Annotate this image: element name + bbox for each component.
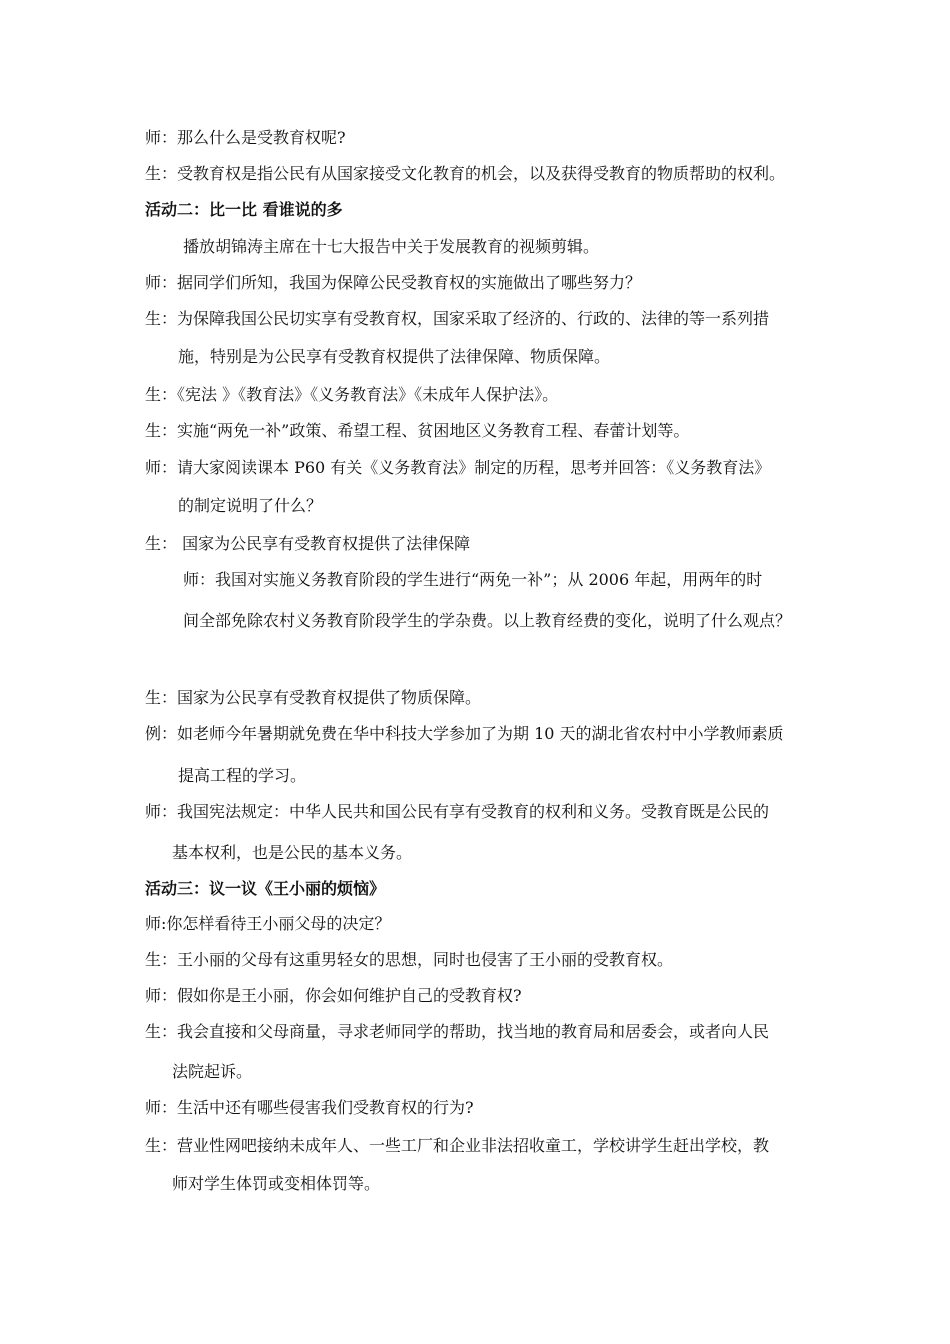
text-line: 师：请大家阅读课本 P60 有关《义务教育法》制定的历程，思考并回答：《义务教育法》 bbox=[145, 458, 771, 477]
text-line: 师：生活中还有哪些侵害我们受教育权的行为? bbox=[145, 1098, 474, 1117]
text-line: 生：国家为公民享有受教育权提供了物质保障。 bbox=[145, 688, 482, 707]
text-line: 基本权利，也是公民的基本义务。 bbox=[172, 843, 413, 862]
text-line: 生： 国家为公民享有受教育权提供了法律保障 bbox=[145, 534, 471, 553]
text-line: 师：那么什么是受教育权呢? bbox=[145, 128, 346, 147]
text-line: 法院起诉。 bbox=[172, 1062, 253, 1081]
text-line: 师：假如你是王小丽，你会如何维护自己的受教育权? bbox=[145, 986, 522, 1005]
text-line: 生：受教育权是指公民有从国家接受文化教育的机会，以及获得受教育的物质帮助的权利。 bbox=[145, 164, 786, 183]
text-line: 生：营业性网吧接纳未成年人、一些工厂和企业非法招收童工，学校讲学生赶出学校，教 bbox=[145, 1136, 770, 1155]
text-line: 师：我国宪法规定：中华人民共和国公民有享有受教育的权利和义务。受教育既是公民的 bbox=[145, 802, 770, 821]
text-line: 生：王小丽的父母有这重男轻女的思想，同时也侵害了王小丽的受教育权。 bbox=[145, 950, 674, 969]
text-line: 的制定说明了什么？ bbox=[178, 496, 323, 515]
text-line: 例：如老师今年暑期就免费在华中科技大学参加了为期 10 天的湖北省农村中小学教师素质 bbox=[145, 724, 784, 743]
text-line: 间全部免除农村义务教育阶段学生的学杂费。以上教育经费的变化，说明了什么观点？ bbox=[183, 611, 792, 630]
text-line: 师:你怎样看待王小丽父母的决定？ bbox=[145, 914, 391, 933]
text-line: 播放胡锦涛主席在十七大报告中关于发展教育的视频剪辑。 bbox=[183, 237, 600, 256]
section-heading: 活动二：比一比 看谁说的多 bbox=[145, 200, 343, 219]
text-line: 师对学生体罚或变相体罚等。 bbox=[172, 1174, 381, 1193]
text-line: 生：《宪法 》《教育法》《义务教育法》《未成年人保护法》。 bbox=[145, 385, 559, 404]
text-line: 师：我国对实施义务教育阶段的学生进行“两免一补”；从 2006 年起，用两年的时 bbox=[183, 570, 763, 589]
text-line: 生：我会直接和父母商量，寻求老师同学的帮助，找当地的教育局和居委会，或者向人民 bbox=[145, 1022, 770, 1041]
text-line: 施，特别是为公民享有受教育权提供了法律保障、物质保障。 bbox=[178, 347, 611, 366]
section-heading: 活动三：议一议《王小丽的烦恼》 bbox=[145, 879, 386, 898]
text-line: 生：实施“两免一补”政策、希望工程、贫困地区义务教育工程、春蕾计划等。 bbox=[145, 421, 690, 440]
text-line: 生：为保障我国公民切实享有受教育权，国家采取了经济的、行政的、法律的等一系列措 bbox=[145, 309, 770, 328]
text-line: 提高工程的学习。 bbox=[178, 766, 307, 785]
text-line: 师：据同学们所知，我国为保障公民受教育权的实施做出了哪些努力？ bbox=[145, 273, 642, 292]
